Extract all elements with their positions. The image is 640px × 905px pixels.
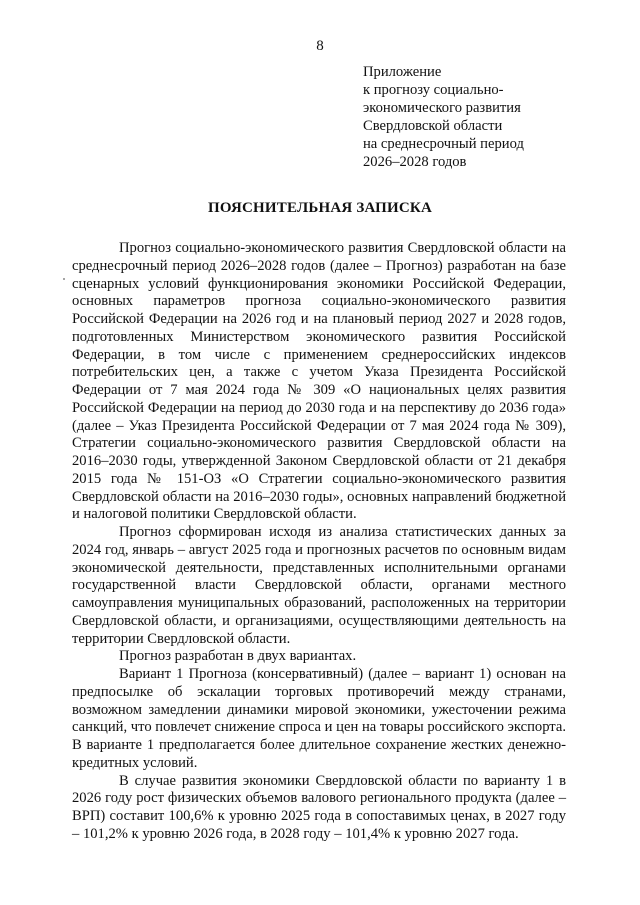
annex-line: 2026–2028 годов xyxy=(363,154,467,170)
annex-line: Приложение xyxy=(363,64,442,80)
document-title: ПОЯСНИТЕЛЬНАЯ ЗАПИСКА xyxy=(207,200,433,216)
annex-header xyxy=(363,63,524,171)
paragraph-grp-forecast: В случае развития экономики Свердловской области по варианту 1 в 2026 году рост физических объемов валового регионального продукта (далее – ВРП) составит 100,6% к уровню 2025 года в сопоставимых ценах, в 2027 году – 101,2% к уровню 2026 года, в 2028 году – 101,4% к уровню 2027 года. xyxy=(72,772,566,842)
scan-speck xyxy=(63,278,65,280)
annex-line: Свердловской области xyxy=(363,118,503,134)
paragraph-variant-1: Вариант 1 Прогноза (консервативный) (далее – вариант 1) основан на предпосылке об эскалации торговых противоречий между странами, возможном замедлении динамики мировой экономики, ужесточении режима санкций, что повлечет снижение спроса и цен на товары российского экспорта. В варианте 1 предполагается более длительное сохранение жестких денежно-кредитных условий. xyxy=(72,666,566,771)
paragraph-intro: Прогноз социально-экономического развития Свердловской области на среднесрочный период 2026–2028 годов (далее – Прогноз) разработан на базе сценарных условий функционирования экономики Российской Федерации, основных параметров прогноза социально-экономического развития Российской Федерации на 2026 год и на плановый период 2027 и 2028 годов, подготовленных Министерством экономического развития Российской Федерации, в том числе с применением среднероссийских индексов потребительских цен, а также с учетом Указа Президента Российской Федерации от 7 мая 2024 года № 309 «О национальных целях развития Российской Федерации на период до 2030 года и на перспективу до 2036 года» (далее – Указ Президента Российской Федерации от 7 мая 2024 года № 309), Стратегии социально-экономического развития Свердловской области на 2016–2030 годы, утвержденной Законом Свердловской области от 21 декабря 2015 года № 151-ОЗ «О Стратегии социально-экономического развития Свердловской области на 2016–2030 годы», основных направлений бюджетной и налоговой политики Свердловской области. xyxy=(72,240,566,523)
annex-line: к прогнозу социально- xyxy=(363,82,504,98)
page-number: 8 xyxy=(316,38,324,54)
annex-line: на среднесрочный период xyxy=(363,136,524,152)
paragraph-variants: Прогноз разработан в двух вариантах. xyxy=(119,648,357,665)
annex-line: экономического развития xyxy=(363,100,521,116)
document-body xyxy=(72,240,566,844)
paragraph-sources: Прогноз сформирован исходя из анализа статистических данных за 2024 год, январь – август 2025 года и прогнозных расчетов по основным видам экономической деятельности, представленных исполнительными органами государственной власти Свердловской области, органами местного самоуправления муниципальных образований, расположенных на территории Свердловской области, и организациями, осуществляющими деятельность на территории Свердловской области. xyxy=(72,524,566,647)
